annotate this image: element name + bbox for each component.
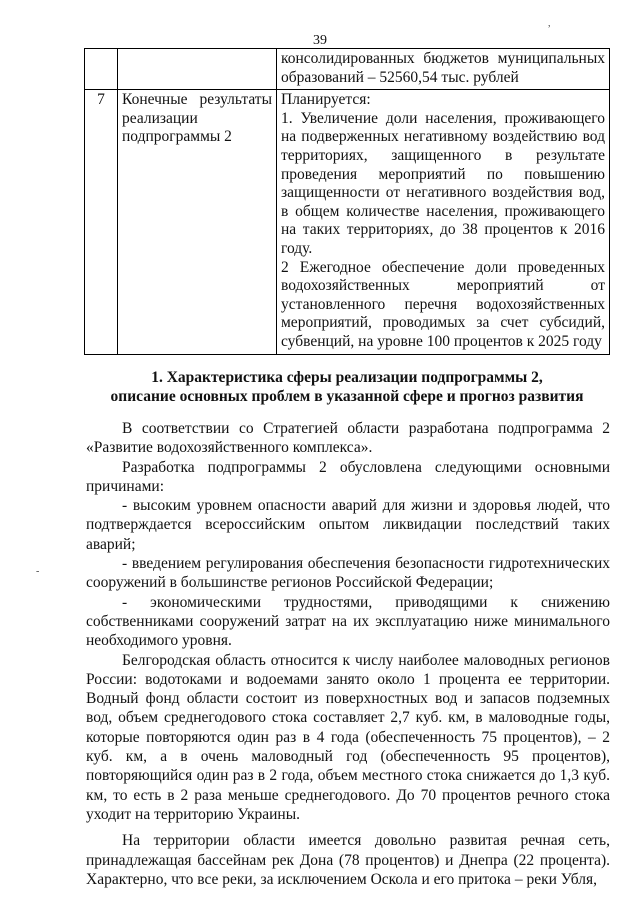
paragraph: - введением регулирования обеспечения безопасности гидротехнических сооружений в большинстве регионов Российской Федерации; bbox=[86, 555, 610, 592]
paragraph: - экономическими трудностями, приводящими к снижению собственниками сооружений затрат на их эксплуатацию ниже минимального необходимого уровня. bbox=[86, 593, 610, 650]
result-item: 1. Увеличение доли населения, проживающего на подверженных негативному воздействию вод территориях, защищенного в результате проведения мероприятий по повышению защищенности от негативного воздействия вод, в общем количестве населения, проживающего на таких территориях, до 38 процентов к 2016 году. bbox=[281, 109, 605, 257]
table-row bbox=[85, 90, 610, 354]
row-number-cell: 7 bbox=[85, 90, 118, 354]
paragraph: В соответствии со Стратегией области разработана подпрограмма 2 «Развитие водохозяйственного комплекса». bbox=[86, 420, 610, 457]
row-label-line: Конечные результаты bbox=[122, 91, 272, 109]
margin-mark: - bbox=[36, 566, 40, 577]
results-table bbox=[84, 48, 610, 355]
section-heading-line: 1. Характеристика сферы реализации подпрограммы 2, bbox=[151, 369, 543, 386]
paragraph: - высоким уровнем опасности аварий для жизни и здоровья людей, что подтверждается всероссийским опытом ликвидации последствий таких аварий; bbox=[86, 497, 610, 553]
paragraph: На территории области имеется довольно развитая речная сеть, принадлежащая бассейнам рек Дона (78 процентов) и Днепра (22 процента). Характерно, что все реки, за исключением Оскола и его притока – реки Убля, bbox=[86, 832, 610, 888]
row-label-cell bbox=[118, 49, 277, 90]
page-number: 39 bbox=[313, 33, 327, 48]
table-row bbox=[85, 49, 610, 90]
row-label-line: подпрограммы 2 bbox=[122, 128, 232, 146]
row-number-cell bbox=[85, 49, 118, 90]
section-heading bbox=[84, 368, 610, 406]
paragraph: Белгородская область относится к числу наиболее маловодных регионов России: водотоками и водоемами занято около 1 процента ее территории. Водный фонд области состоит из поверхностных вод и запасов подземных вод, объем среднегодового стока составляет 2,7 куб. км, в маловодные годы, которые повторяются один раз в 4 года (обеспеченность 75 процентов), – 2 куб. км, а в очень маловодный год (обеспеченность 95 процентов), повторяющийся один раз в 2 года, объем местного стока снижается до 1,3 куб. км, то есть в 2 раза меньше среднегодового. До 70 процентов речного стока уходит на территорию Украины. bbox=[86, 651, 610, 823]
body-text bbox=[86, 419, 610, 889]
planned-label: Планируется: bbox=[281, 91, 371, 109]
margin-mark: , bbox=[548, 18, 551, 29]
section-heading-line: описание основных проблем в указанной сфере и прогноз развития bbox=[110, 388, 584, 405]
paragraph: Разработка подпрограммы 2 обусловлена следующими основными причинами: bbox=[86, 458, 610, 495]
result-item: 2 Ежегодное обеспечение доли проведенных водохозяйственных мероприятий от установленного перечня водохозяйственных мероприятий, проводимых за счет субсидий, субвенций, на уровне 100 процентов к 2025 году bbox=[281, 258, 605, 350]
row-label-line: реализации bbox=[122, 109, 198, 127]
row-content-cell bbox=[277, 90, 610, 354]
row-content-cell: консолидированных бюджетов муниципальных образований – 52560,54 тыс. рублей bbox=[277, 49, 610, 90]
row-label-cell bbox=[118, 90, 277, 354]
